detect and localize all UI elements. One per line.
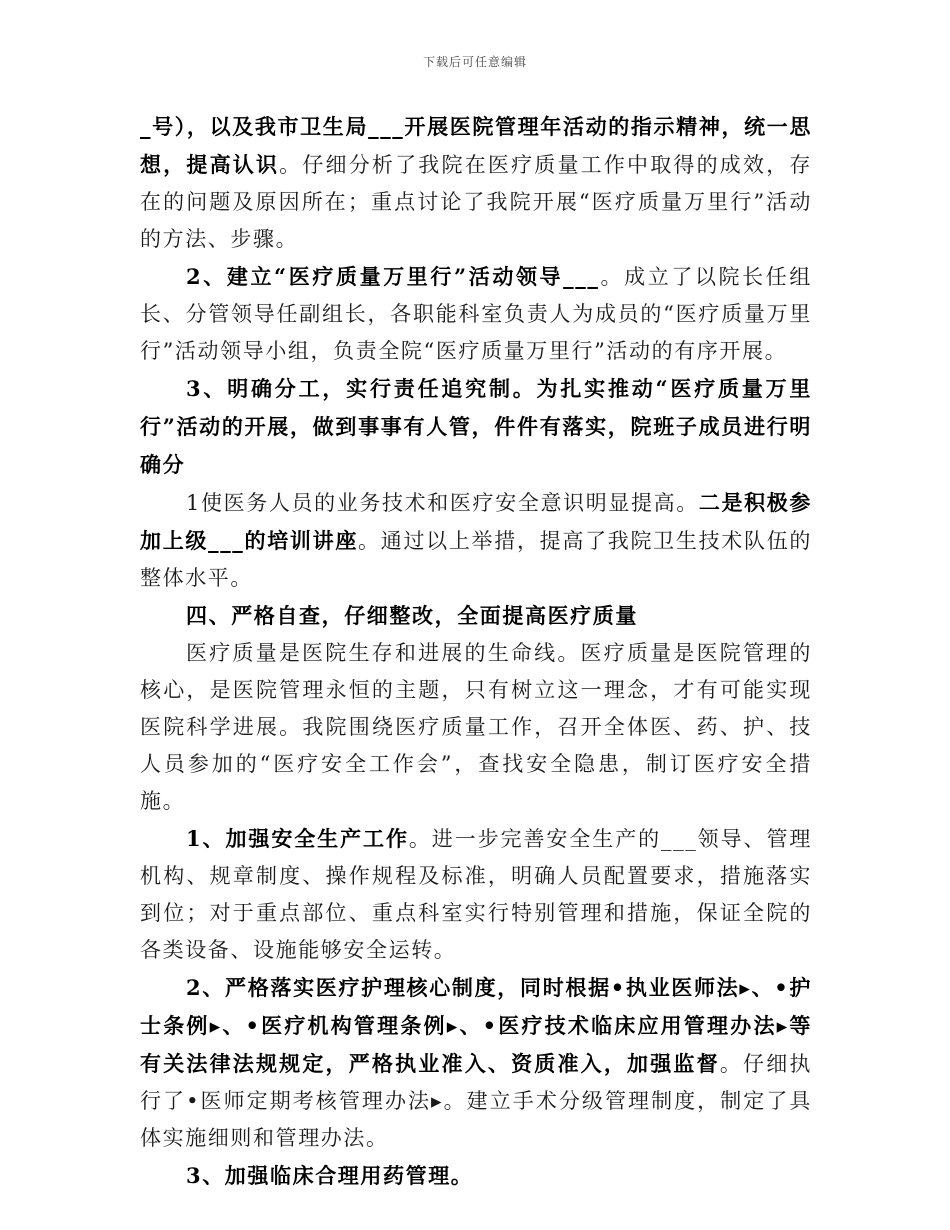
paragraph-4-pre: 1使医务人员的业务技术和医疗安全意识明显提高。 bbox=[186, 491, 699, 515]
paragraph-9 bbox=[140, 1157, 812, 1195]
paragraph-7 bbox=[140, 820, 812, 969]
paragraph-6 bbox=[140, 635, 812, 820]
section-heading-4-text: 四、严格自查，仔细整改，全面提高医疗质量 bbox=[186, 603, 638, 628]
paragraph-1 bbox=[140, 108, 812, 258]
document-body bbox=[140, 108, 812, 1195]
paragraph-3 bbox=[140, 370, 812, 484]
paragraph-4 bbox=[140, 484, 812, 597]
paragraph-7-text: 。进一步完善安全生产的___领导、管理机构、规章制度、操作规程及标准，明确人员配置要求，措施落实到位；对于重点部位、重点科室实行特别管理和措施，保证全院的各类设备、设施能够安全运转。 bbox=[140, 827, 812, 962]
paragraph-8 bbox=[140, 969, 812, 1157]
paragraph-6-text: 医疗质量是医院生存和进展的生命线。医疗质量是医院管理的核心，是医院管理永恒的主题，只有树立这一理念，才有可能实现医院科学进展。我院围绕医疗质量工作，召开全体医、药、护、技人员参加的“医疗安全工作会”，查找安全隐患，制订医疗安全措施。 bbox=[140, 641, 812, 813]
paragraph-2 bbox=[140, 258, 812, 370]
paragraph-2-bold: 2、建立“医疗质量万里行”活动领导___ bbox=[186, 264, 600, 289]
paragraph-1-text: 。仔细分析了我院在医疗质量工作中取得的成效，存在的问题及原因所在；重点讨论了我院开展“医疗质量万里行”活动的方法、步骤。 bbox=[140, 153, 813, 251]
paragraph-4-text: 。通过以上举措，提高了我院卫生技术队伍的整体水平。 bbox=[140, 529, 812, 590]
paragraph-8-text: 。仔细执行了•医师定期考核管理办法▸。建立手术分级管理制度，制定了具体实施细则和管理办法。 bbox=[140, 1052, 813, 1150]
section-heading-4 bbox=[140, 597, 812, 635]
paragraph-1-bold: _号），以及我市卫生局___开展医院管理年活动的指示精神，统一思想，提高认识 bbox=[140, 114, 812, 177]
page-header: 下载后可任意编辑 bbox=[422, 55, 527, 69]
paragraph-9-bold: 3、加强临床合理用药管理。 bbox=[186, 1163, 474, 1188]
paragraph-2-text: 。成立了以院长任组长、分管领导任副组长，各职能科室负责人为成员的“医疗质量万里行”活动领导小组，负责全院“医疗质量万里行”活动的有序开展。 bbox=[140, 265, 812, 363]
paragraph-3-bold: 3、明确分工，实行责任追究制。为扎实推动“医疗质量万里行”活动的开展，做到事事有人管，件件有落实，院班子成员进行明确分 bbox=[140, 376, 812, 477]
paragraph-7-bold: 1、加强安全生产工作 bbox=[186, 826, 409, 851]
paragraph-4-bold: 二是积极参加上级___的培训讲座 bbox=[140, 490, 812, 553]
paragraph-8-bold: 2、严格落实医疗护理核心制度，同时根据•执业医师法▸、•护士条例▸、•医疗机构管理条例▸、•医疗技术临床应用管理办法▸等有关法律法规规定，严格执业准入、资质准入，加强监督 bbox=[140, 975, 812, 1076]
